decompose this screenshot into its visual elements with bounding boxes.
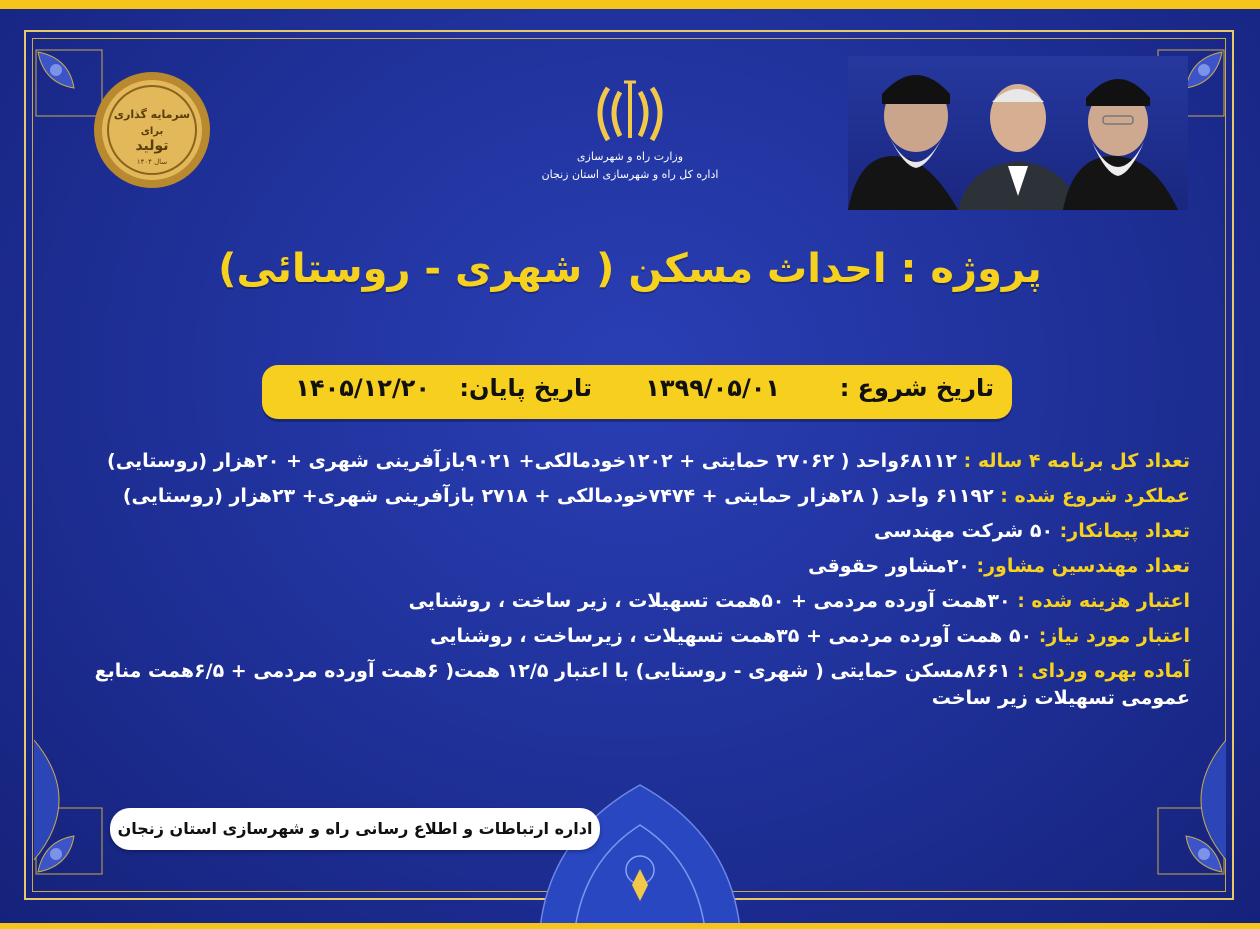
row-label: آماده بهره وردای : [1017,660,1190,682]
row-value: ۵۰ همت آورده مردمی + ۳۵همت تسهیلات ، زیرساخت ، روشنایی [430,625,1033,647]
portraits-image [848,56,1188,210]
ministry-caption [520,148,740,184]
gold-seal-icon [92,70,212,190]
top-stripe [0,0,1260,9]
detail-row [50,588,1190,615]
dome-ornament-icon [520,775,760,929]
seal-year: سال ۱۴۰۴ [136,158,168,166]
row-value: ۳۰همت آورده مردمی + ۵۰همت تسهیلات ، زیر ساخت ، روشنایی [408,590,1011,612]
dates-bar [262,365,1012,419]
department-name: اداره کل راه و شهرسازی استان زنجان [541,168,719,181]
seal-line-1: سرمایه گذاری [113,108,191,121]
row-label: تعداد مهندسین مشاور: [976,555,1190,577]
row-value: ۶۸۱۱۲واحد ( ۲۷۰۶۲ حمایتی + ۱۲۰۲خودمالکی+ ۹۰۲۱بازآفرینی شهری + ۲۰هزار (روستایی) [107,450,957,472]
seal-line-2: برای [140,126,164,137]
row-value: ۶۱۱۹۲ واحد ( ۲۸هزار حمایتی + ۷۴۷۴خودمالکی + ۲۷۱۸ بازآفرینی شهری+ ۲۳هزار (روستایی) [122,485,994,507]
end-date-label: تاریخ پایان: [459,374,592,402]
iran-emblem-icon [590,78,670,148]
ministry-name: وزارت راه و شهرسازی [576,150,684,163]
side-ornament-icon [1166,740,1226,860]
detail-row [50,553,1190,580]
detail-row [50,448,1190,475]
start-date-value: ۱۳۹۹/۰۵/۰۱ [645,374,780,402]
bottom-stripe [0,923,1260,929]
seal-line-3: تولید [135,138,169,154]
detail-row [50,483,1190,510]
row-label: اعتبار مورد نیاز: [1038,625,1190,647]
row-label: اعتبار هزینه شده : [1017,590,1190,612]
row-label: تعداد پیمانکار: [1059,520,1190,542]
row-label: تعداد کل برنامه ۴ ساله : [963,450,1190,472]
side-ornament-icon [34,740,94,860]
project-details [50,448,1190,720]
project-title: پروژه : احداث مسکن ( شهری - روستائی) [218,246,1042,292]
footer-credit-pill: اداره ارتباطات و اطلاع رسانی راه و شهرسازی استان زنجان [110,808,600,850]
start-date-label: تاریخ شروع : [839,374,994,402]
detail-row [50,518,1190,545]
row-value: ۸۶۶۱مسکن حمایتی ( شهری - روستایی) با اعتبار ۱۲/۵ همت( ۶همت آورده مردمی + ۶/۵همت منابع عمومی تسهیلات زیر ساخت [94,660,1190,709]
row-value: ۵۰ شرکت مهندسی [874,520,1054,542]
detail-row [50,623,1190,650]
detail-row [50,658,1190,712]
row-label: عملکرد شروع شده : [1000,485,1190,507]
row-value: ۲۰مشاور حقوقی [808,555,970,577]
end-date-value: ۱۴۰۵/۱۲/۲۰ [295,374,430,402]
